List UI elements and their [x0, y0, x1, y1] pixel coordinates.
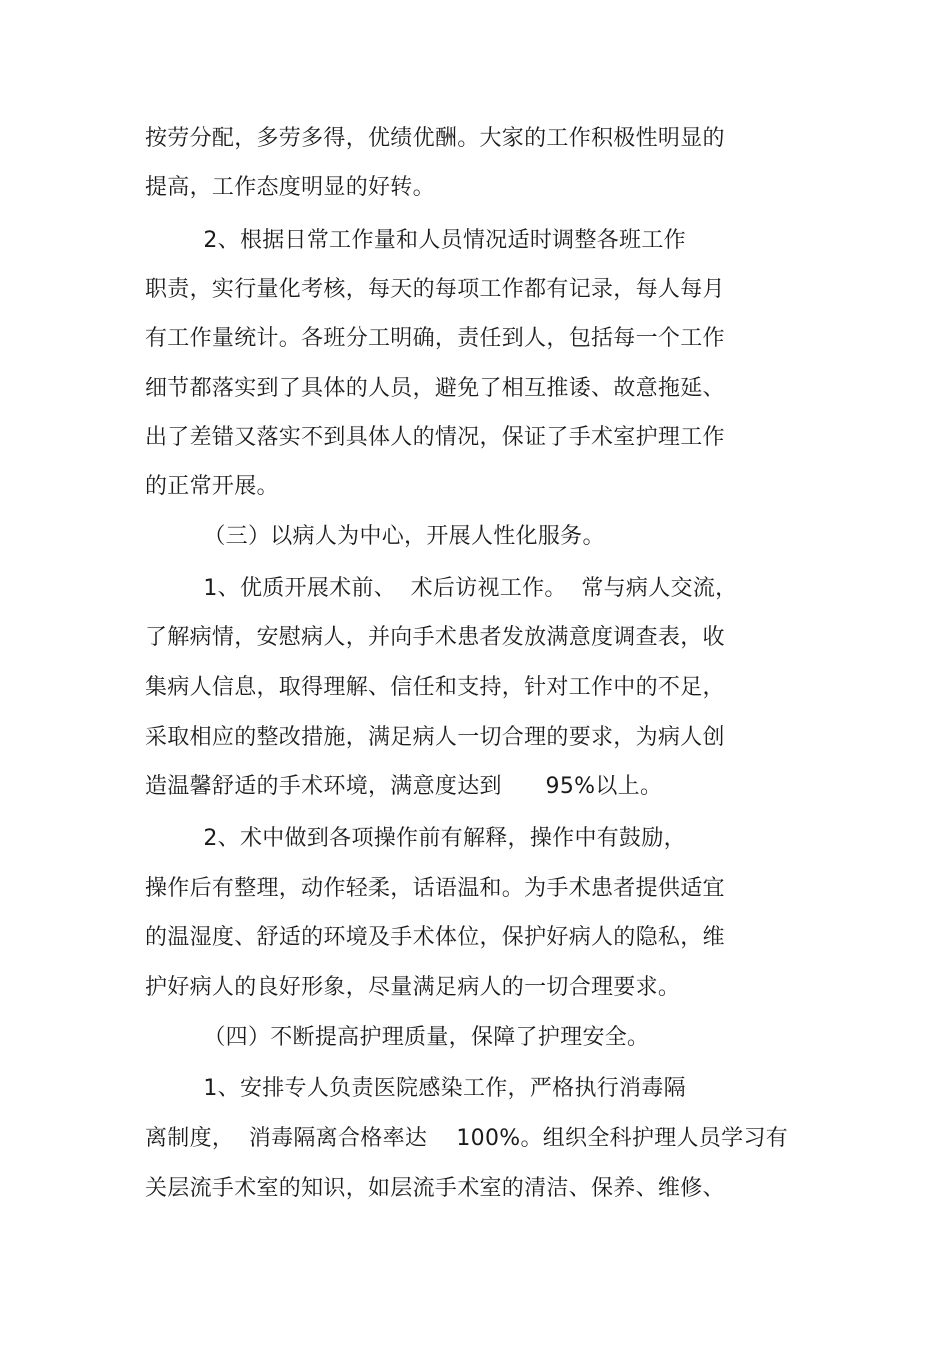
text-line: 了解病情，安慰病人，并向手术患者发放满意度调查表，收: [145, 625, 725, 650]
text-line: 操作后有整理，动作轻柔，话语温和。为手术患者提供适宜: [145, 876, 725, 901]
section-heading: （四）不断提高护理质量，保障了护理安全。: [145, 1025, 650, 1050]
text-line: 按劳分配，多劳多得，优绩优酬。大家的工作积极性明显的: [145, 126, 725, 151]
text-line: 出了差错又落实不到具体人的情况，保证了手术室护理工作: [145, 425, 725, 450]
text-line: 有工作量统计。各班分工明确，责任到人，包括每一个工作: [145, 326, 725, 351]
text-line: 关层流手术室的知识，如层流手术室的清洁、保养、维修、: [145, 1176, 725, 1201]
text-line: 2、根据日常工作量和人员情况适时调整各班工作: [145, 228, 686, 253]
text-line: 离制度， 消毒隔离合格率达 100%。组织全科护理人员学习有: [145, 1126, 789, 1151]
text-line: 采取相应的整改措施，满足病人一切合理的要求，为病人创: [145, 725, 725, 750]
text-line: 的正常开展。: [145, 474, 279, 499]
section-heading: （三）以病人为中心，开展人性化服务。: [145, 524, 605, 549]
text-line: 2、术中做到各项操作前有解释，操作中有鼓励，: [145, 826, 686, 851]
text-line: 护好病人的良好形象，尽量满足病人的一切合理要求。: [145, 975, 681, 1000]
text-line: 1、安排专人负责医院感染工作，严格执行消毒隔: [145, 1076, 686, 1101]
text-line: 细节都落实到了具体的人员，避免了相互推诿、故意拖延、: [145, 376, 725, 401]
text-line: 造温馨舒适的手术环境，满意度达到 95%以上。: [145, 774, 663, 799]
text-line: 的温湿度、舒适的环境及手术体位，保护好病人的隐私，维: [145, 925, 725, 950]
text-line: 提高，工作态度明显的好转。: [145, 175, 435, 200]
text-line: 1、优质开展术前、 术后访视工作。 常与病人交流，: [145, 576, 738, 601]
text-line: 集病人信息，取得理解、信任和支持，针对工作中的不足，: [145, 675, 725, 700]
text-line: 职责，实行量化考核，每天的每项工作都有记录，每人每月: [145, 277, 725, 302]
